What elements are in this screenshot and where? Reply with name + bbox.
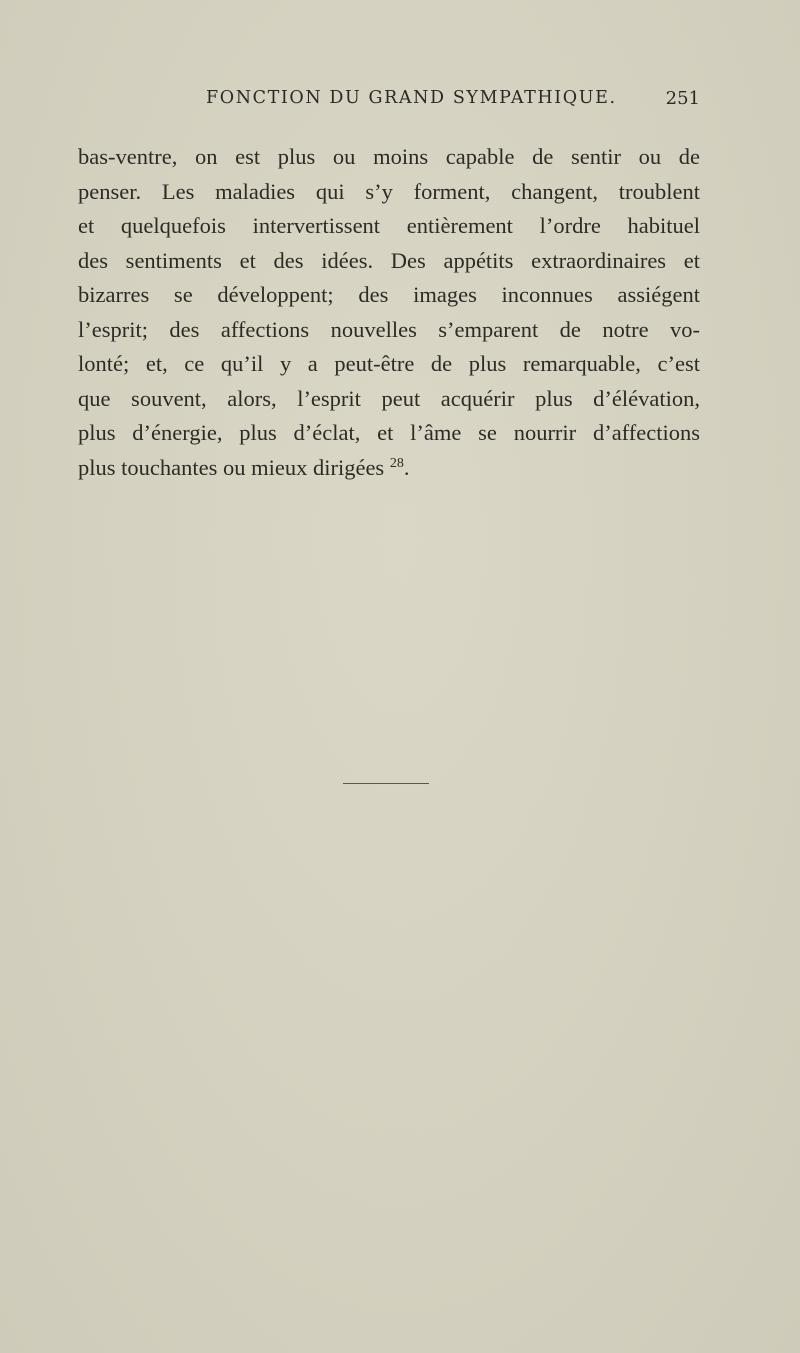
text-line: plus d’énergie, plus d’éclat, et l’âme se nourrir d’affections (78, 420, 700, 445)
text-line: et quelquefois intervertissent entièrement l’ordre habituel (78, 213, 700, 238)
text-line-last (78, 451, 700, 486)
page-number: 251 (665, 88, 700, 109)
running-title: FONCTION DU GRAND SYMPATHIQUE. (206, 88, 617, 108)
text-line: l’esprit; des affections nouvelles s’emparent de notre vo- (78, 316, 700, 342)
text-line: bas-ventre, on est plus ou moins capable de sentir ou de (78, 144, 700, 169)
text-line: bizarres se développent; des images inconnues assiégent (78, 282, 700, 307)
running-head (78, 88, 700, 114)
text-line: des sentiments et des idées. Des appétits extraordinaires et (78, 247, 700, 273)
text-line-content: plus touchantes ou mieux dirigées (78, 454, 385, 480)
end-rule (343, 783, 429, 784)
body-paragraph (78, 140, 700, 485)
text-line: que souvent, alors, l’esprit peut acquérir plus d’élévation, (78, 385, 700, 411)
final-punctuation: . (403, 454, 410, 480)
text-line: penser. Les maladies qui s’y forment, changent, troublent (78, 178, 700, 204)
text-line: lonté; et, ce qu’il y a peut-être de plus remarquable, c’est (78, 351, 700, 376)
footnote-reference[interactable]: 28 (389, 455, 404, 471)
